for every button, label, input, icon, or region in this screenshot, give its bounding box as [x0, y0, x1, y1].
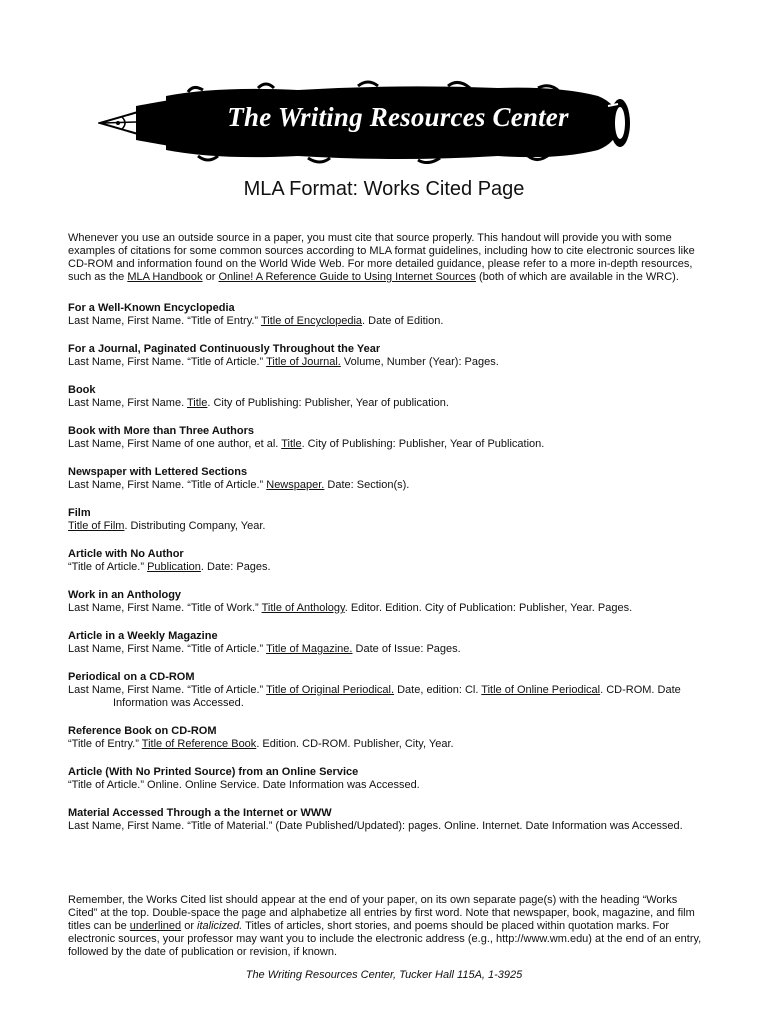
intro-paragraph	[68, 232, 703, 284]
citation-heading: For a Journal, Paginated Continuously Throughout the Year	[68, 343, 381, 355]
online-reference-guide-link: Online! A Reference Guide to Using Internet Sources	[218, 271, 476, 283]
citation-format	[68, 684, 703, 710]
citation-text: . Editor. Edition. City of Publication: Publisher, Year. Pages.	[344, 602, 633, 614]
citation-text: Last Name, First Name. “Title of Article.”	[68, 356, 267, 368]
citation-text: Last Name, First Name. “Title of Work.”	[68, 602, 262, 614]
citation-title-underlined: Title of Encyclopedia	[260, 315, 363, 327]
citation-text: Last Name, First Name.	[68, 397, 187, 409]
citation-text: . City of Publishing: Publisher, Year of publication.	[207, 397, 449, 409]
intro-text-2: or	[202, 271, 219, 283]
citation-text: . Date: Pages.	[200, 561, 271, 573]
citation-heading: For a Well-Known Encyclopedia	[68, 302, 235, 314]
closing-paragraph	[68, 894, 703, 959]
citation-heading: Book with More than Three Authors	[68, 425, 254, 437]
closing-text-1: Remember, the Works Cited list should appear at the end of your paper, on its own separate page(s) with the heading “Works Cited” at the top. Double-space the page and alphabetize all entries by first word. Note that newspaper, book, magazine, and film titles can be	[68, 894, 695, 932]
citation-format	[68, 356, 703, 369]
citation-text: Date: Section(s).	[324, 479, 410, 491]
citation-entry	[68, 302, 703, 328]
citation-format	[68, 397, 703, 410]
citation-entry	[68, 343, 703, 369]
citation-heading: Article in a Weekly Magazine	[68, 630, 218, 642]
citation-heading: Periodical on a CD-ROM	[68, 671, 195, 683]
citation-title-underlined: Newspaper.	[266, 479, 325, 491]
citation-format	[68, 779, 703, 792]
citation-text: Date, edition: Cl.	[394, 684, 482, 696]
citation-text: “Title of Entry.”	[68, 738, 142, 750]
citation-entry	[68, 630, 703, 656]
citation-format	[68, 738, 703, 751]
citation-text: Last Name, First Name. “Title of Article.”	[68, 479, 267, 491]
citation-text: Last Name, First Name of one author, et al.	[68, 438, 282, 450]
citation-text: . City of Publishing: Publisher, Year of Publication.	[301, 438, 545, 450]
citation-format	[68, 438, 703, 451]
citation-text: Last Name, First Name. “Title of Article.”	[68, 684, 267, 696]
citation-heading: Reference Book on CD-ROM	[68, 725, 217, 737]
pen-banner-logo	[98, 76, 632, 164]
citation-title-underlined: Title of Anthology	[261, 602, 345, 614]
citation-format	[68, 643, 703, 656]
underlined-example: underlined	[129, 920, 182, 932]
citation-text: . CD-ROM. Date Information was Accessed.	[113, 684, 681, 709]
citation-title-underlined: Title of Reference Book	[141, 738, 257, 750]
italicized-example: italicized.	[197, 920, 243, 932]
citation-format	[68, 479, 703, 492]
citation-title-underlined: Title of Original Periodical.	[266, 684, 395, 696]
mla-handbook-link: MLA Handbook	[127, 271, 203, 283]
citation-text: Date of Issue: Pages.	[352, 643, 461, 655]
banner-title: The Writing Resources Center	[227, 102, 569, 132]
citation-text: . Date of Edition.	[362, 315, 444, 327]
citation-heading: Newspaper with Lettered Sections	[68, 466, 248, 478]
citation-title-underlined: Title	[281, 438, 302, 450]
intro-text-1: Whenever you use an outside source in a paper, you must cite that source properly. This handout will provide you with some examples of citations for some common sources according to MLA format guidelines, including how to cite electronic sources like CD-ROM and information found on the World Wide Web. For more detailed guidance, please refer to a more in-depth resources, such as the	[68, 232, 695, 283]
citation-heading: Material Accessed Through a the Internet or WWW	[68, 807, 332, 819]
citation-text: “Title of Article.”	[68, 561, 148, 573]
citation-heading: Article (With No Printed Source) from an Online Service	[68, 766, 359, 778]
citation-entry	[68, 466, 703, 492]
citation-heading: Book	[68, 384, 96, 396]
citation-title-underlined: Title	[187, 397, 208, 409]
citation-text: “Title of Article.” Online. Online Service. Date Information was Accessed.	[68, 779, 420, 791]
citation-text: Last Name, First Name. “Title of Material.” (Date Published/Updated): pages. Online. Internet. Date Information was Accessed.	[68, 820, 683, 832]
citation-text: Last Name, First Name. “Title of Article.”	[68, 643, 267, 655]
citation-text: Last Name, First Name. “Title of Entry.”	[68, 315, 261, 327]
citation-entry	[68, 766, 703, 792]
citation-format	[68, 561, 703, 574]
citation-entry	[68, 807, 703, 833]
citation-format	[68, 820, 703, 833]
citation-title-underlined: Title of Journal.	[266, 356, 341, 368]
closing-text-3: Titles of articles, short stories, and poems should be placed within quotation marks. For electronic sources, your professor may want you to include the electronic address (e.g., http://www.wm.edu) at the end of an entry, followed by the date of publication or revision, if known.	[68, 920, 702, 958]
citation-format	[68, 602, 703, 615]
citation-text: . Edition. CD-ROM. Publisher, City, Year.	[256, 738, 454, 750]
citation-entry	[68, 384, 703, 410]
citation-entry	[68, 507, 703, 533]
citation-entry	[68, 725, 703, 751]
citation-entry	[68, 548, 703, 574]
citation-heading: Film	[68, 507, 91, 519]
citation-entry	[68, 671, 703, 710]
citation-title-underlined: Publication	[147, 561, 201, 573]
citation-heading: Article with No Author	[68, 548, 184, 560]
citation-entries	[68, 302, 703, 848]
intro-text-3: (both of which are available in the WRC).	[475, 271, 679, 283]
page-title: MLA Format: Works Cited Page	[243, 178, 525, 200]
citation-heading: Work in an Anthology	[68, 589, 182, 601]
citation-entry	[68, 425, 703, 451]
citation-format	[68, 520, 703, 533]
footer-address: The Writing Resources Center, Tucker Hall 115A, 1-3925	[245, 969, 523, 981]
citation-format	[68, 315, 703, 328]
closing-text-2: or	[181, 920, 198, 932]
citation-text: Volume, Number (Year): Pages.	[340, 356, 499, 368]
citation-title-underlined: Title of Online Periodical	[481, 684, 601, 696]
citation-title-underlined: Title of Magazine.	[266, 643, 353, 655]
citation-title-underlined: Title of Film	[68, 520, 125, 532]
citation-entry	[68, 589, 703, 615]
citation-text: . Distributing Company, Year.	[124, 520, 266, 532]
